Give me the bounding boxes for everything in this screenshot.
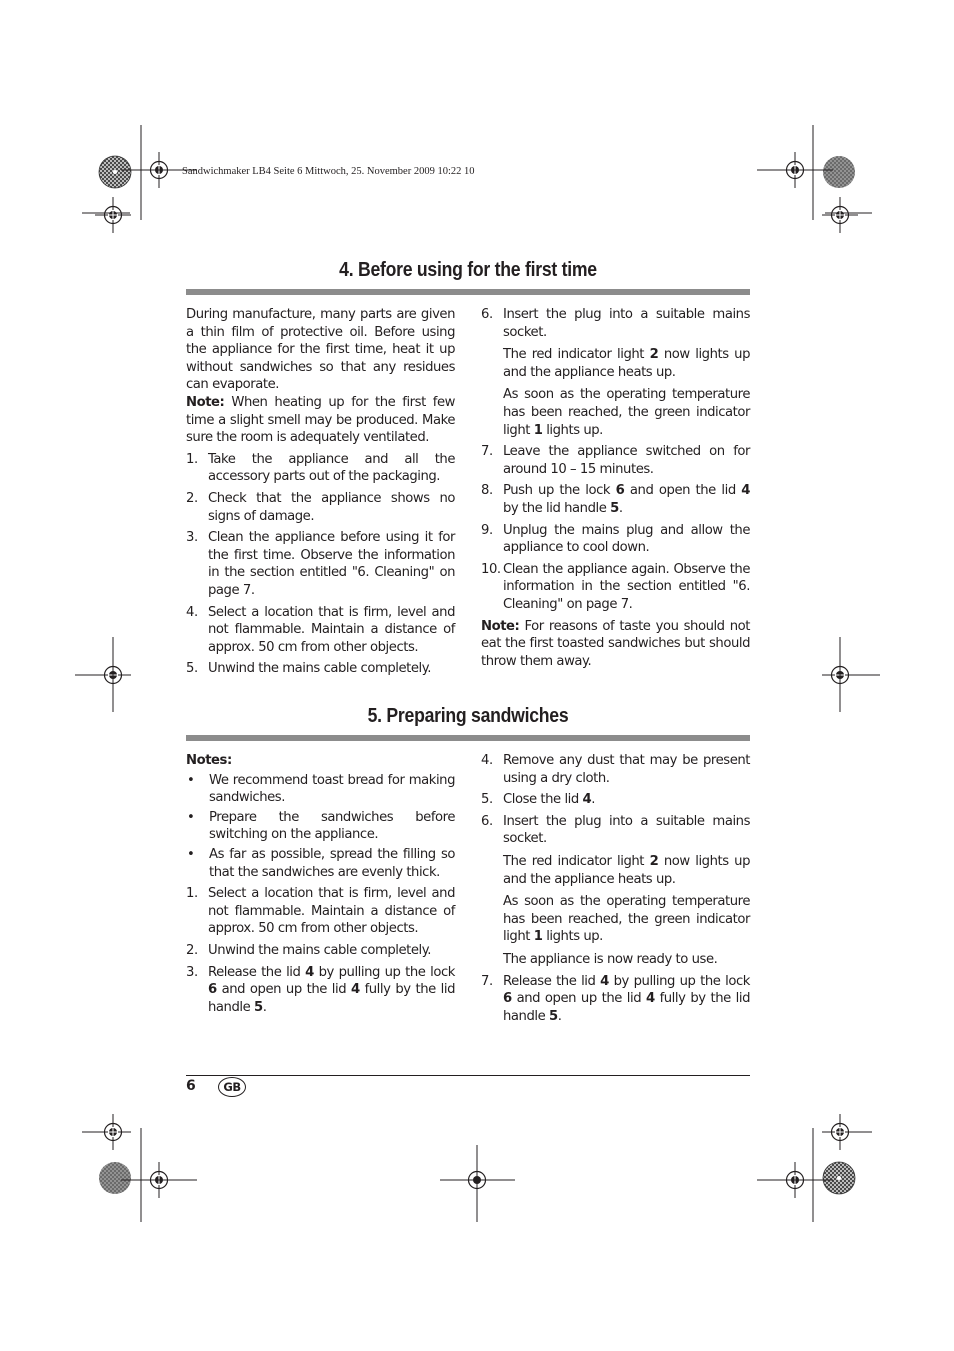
registration-mark (95, 1114, 131, 1150)
section-title-before-first-use: 4. Before using for the first time (339, 258, 597, 281)
note-paragraph: Note: For reasons of taste you should not eat the first toasted sandwiches but should throw them away. (481, 618, 750, 669)
list-item: 7. Release the lid 4 by pulling up the lock 6 and open up the lid 4 fully by the lid handle 5. (481, 973, 750, 1024)
registration-mark (822, 1114, 858, 1150)
grey-disc-mark-bottom-left (99, 1162, 131, 1194)
notes-heading: Notes: (186, 753, 232, 768)
list-item: 2. Unwind the mains cable completely. (186, 942, 431, 958)
list-item-detail: The appliance is now ready to use. (503, 951, 718, 967)
section-rule (186, 289, 750, 295)
starburst-mark-bottom-right (823, 1162, 855, 1194)
list-item: 6. Insert the plug into a suitable mains socket. (481, 813, 750, 847)
bullet-item: • As far as possible, spread the filling so that the sandwiches are evenly thick. (187, 846, 455, 880)
list-item-detail: The red indicator light 2 now lights up and the appliance heats up. (503, 347, 750, 380)
page-number: 6 (186, 1078, 196, 1094)
list-item: 4. Remove any dust that may be present using a dry cloth. (481, 753, 750, 786)
list-item: 1. Take the appliance and all the accessory parts out of the packaging. (186, 451, 455, 485)
list-item-detail: The red indicator light 2 now lights up and the appliance heats up. (503, 853, 750, 887)
list-item-detail: As soon as the operating temperature has been reached, the green indicator light 1 lights up. (503, 894, 750, 945)
list-item-detail: As soon as the operating temperature has been reached, the green indicator light 1 lights up. (503, 387, 750, 438)
section4-left-column (186, 306, 455, 678)
list-item: 7. Leave the appliance switched on for around 10 – 15 minutes. (481, 444, 750, 477)
list-item: 8. Push up the lock 6 and open the lid 4 by the lid handle 5. (481, 483, 751, 516)
list-item: 2. Check that the appliance shows no signs of damage. (186, 490, 455, 524)
footer-rule (186, 1075, 750, 1076)
list-item: 6. Insert the plug into a suitable mains socket. (481, 307, 750, 340)
bullet-item: • Prepare the sandwiches before switching on the appliance. (187, 809, 455, 843)
list-item: 9. Unplug the mains plug and allow the appliance to cool down. (481, 522, 750, 556)
section5-left-column (186, 752, 455, 1016)
list-item: 10. Clean the appliance again. Observe the information in the section entitled "6. Cleaning" on page 7. (481, 561, 750, 612)
list-item: 5. Close the lid 4. (481, 792, 596, 808)
bullet-item: • We recommend toast bread for making sandwiches. (187, 772, 455, 806)
grey-disc-mark-top-right (823, 156, 855, 188)
section5-right-column (481, 752, 750, 1025)
list-item: 3. Release the lid 4 by pulling up the lock 6 and open up the lid 4 fully by the lid handle 5. (186, 964, 455, 1015)
section-title-preparing-sandwiches: 5. Preparing sandwiches (367, 704, 569, 727)
registration-mark (822, 197, 858, 233)
note-paragraph: Note: When heating up for the first few time a slight smell may be produced. Make sure the room is adequately ventilated. (186, 394, 455, 446)
registration-mark (95, 197, 131, 233)
list-item: 4. Select a location that is firm, level and not flammable. Maintain a distance of approx. 50 cm from other objects. (186, 604, 455, 655)
starburst-mark-top-left (99, 156, 131, 188)
section4-right-column (481, 306, 750, 670)
list-item: 5. Unwind the mains cable completely. (186, 661, 431, 677)
list-item: 1. Select a location that is firm, level and not flammable. Maintain a distance of approx. 50 cm from other objects. (186, 886, 455, 937)
print-slug: Sandwichmaker LB4 Seite 6 Mittwoch, 25. November 2009 10:22 10 (182, 166, 475, 177)
section-rule (186, 735, 750, 741)
intro-paragraph: During manufacture, many parts are given a thin film of protective oil. Before using the appliance for the first time, heat it up without sandwiches so that any residues can evaporate. (186, 307, 455, 393)
language-badge: GB (218, 1077, 246, 1097)
list-item: 3. Clean the appliance before using it for the first time. Observe the information in the section entitled "6. Cleaning" on page 7. (186, 530, 455, 598)
